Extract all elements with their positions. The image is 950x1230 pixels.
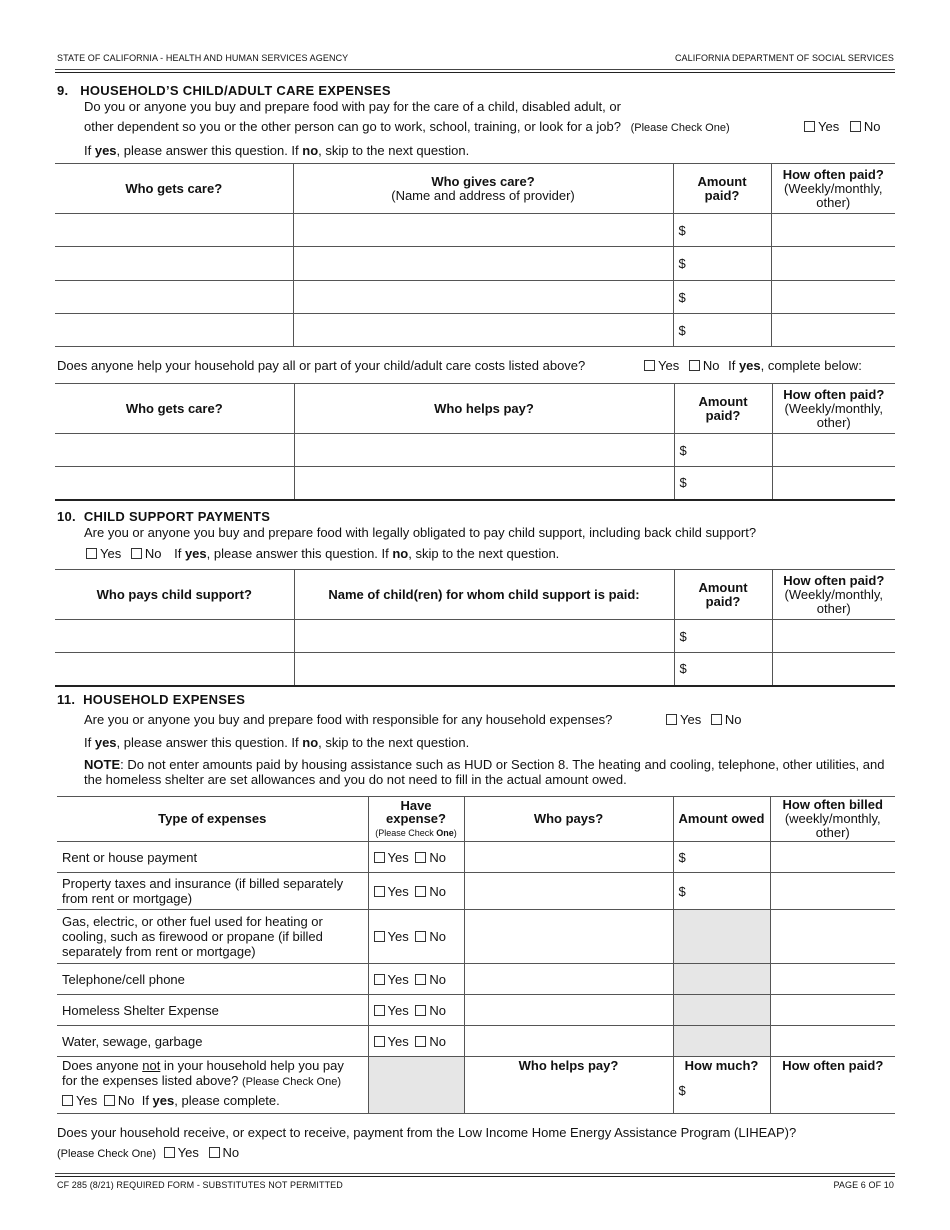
expense-yes-checkbox[interactable] <box>374 1005 385 1016</box>
how-often-billed-input[interactable] <box>770 842 895 873</box>
table-row <box>55 653 895 686</box>
col-amount-paid: Amount paid? <box>674 384 772 434</box>
who-gives-care-input[interactable] <box>293 214 673 247</box>
section-11-heading <box>57 692 245 707</box>
who-pays-input[interactable] <box>464 910 673 964</box>
expense-yes-checkbox[interactable] <box>374 886 385 897</box>
have-expense-cell: Yes No <box>368 1026 464 1057</box>
section-10-question: Are you or anyone you buy and prepare food with legally obligated to pay child support, including back child support? <box>84 525 757 540</box>
section-9-number: 9. <box>57 83 69 98</box>
expense-type-label: Rent or house payment <box>57 842 368 873</box>
expense-yes-checkbox[interactable] <box>374 852 385 863</box>
liheap-yes-checkbox[interactable] <box>164 1147 175 1158</box>
section-10-heading <box>57 509 270 524</box>
amount-owed-shaded <box>673 964 770 995</box>
col-who-gets-care: Who gets care? <box>55 164 293 214</box>
who-gets-care-input[interactable] <box>55 467 294 500</box>
col-who-pays-support: Who pays child support? <box>55 570 294 620</box>
section-11-title: HOUSEHOLD EXPENSES <box>83 692 246 707</box>
table-row <box>57 964 895 995</box>
how-often-billed-input[interactable] <box>770 995 895 1026</box>
expense-type-label: Gas, electric, or other fuel used for heating or cooling, such as firewood or propane (if billed separately from rent or mortgage) <box>57 910 368 964</box>
liheap-question: Does your household receive, or expect to receive, payment from the Low Income Home Energy Assistance Program (LIHEAP)? <box>57 1125 797 1140</box>
have-expense-cell: Yes No <box>368 910 464 964</box>
help-shaded-cell <box>368 1057 464 1114</box>
care-help-yes-checkbox[interactable] <box>644 360 655 371</box>
how-often-billed-input[interactable] <box>770 873 895 910</box>
have-expense-cell: Yes No <box>368 964 464 995</box>
who-gets-care-input[interactable] <box>55 281 293 314</box>
table-row <box>57 842 895 873</box>
section-9-question-line2 <box>84 119 730 134</box>
footer-rule-top <box>55 1173 895 1174</box>
table-row <box>55 314 895 347</box>
table-row <box>55 247 895 281</box>
amount-paid-input[interactable]: $ <box>674 620 772 653</box>
amount-paid-input[interactable]: $ <box>674 467 772 500</box>
child-support-table <box>55 569 895 687</box>
who-pays-input[interactable] <box>464 964 673 995</box>
col-amount-owed: Amount owed <box>673 797 770 842</box>
expense-yes-checkbox[interactable] <box>374 1036 385 1047</box>
household-expenses-table <box>57 796 895 1114</box>
section-10-title: CHILD SUPPORT PAYMENTS <box>83 509 271 524</box>
expense-no-checkbox[interactable] <box>415 852 426 863</box>
table-row <box>55 214 895 247</box>
col-who-gives-care: Who gives care? (Name and address of provider) <box>293 164 673 214</box>
how-often-billed-input[interactable] <box>770 910 895 964</box>
expense-no-checkbox[interactable] <box>415 931 426 942</box>
footer-rule-bottom <box>55 1176 895 1177</box>
amount-owed-shaded <box>673 995 770 1026</box>
amount-owed-shaded <box>673 910 770 964</box>
how-much-cell[interactable]: How much? $ <box>673 1057 770 1114</box>
how-often-input[interactable] <box>771 214 895 247</box>
who-pays-input[interactable] <box>464 995 673 1026</box>
table-row <box>57 995 895 1026</box>
col-amount-paid: Amount paid? <box>674 570 772 620</box>
amount-paid-input[interactable]: $ <box>674 653 772 686</box>
who-pays-input[interactable] <box>55 620 294 653</box>
table-row <box>57 910 895 964</box>
how-often-input[interactable] <box>772 467 895 500</box>
expense-help-yes-checkbox[interactable] <box>62 1095 73 1106</box>
header-rule-top <box>55 69 895 70</box>
expense-no-checkbox[interactable] <box>415 886 426 897</box>
care-help-yes-no: Yes No If yes, complete below: <box>644 358 862 373</box>
department-header: CALIFORNIA DEPARTMENT OF SOCIAL SERVICES <box>674 53 894 63</box>
col-who-gets-care: Who gets care? <box>55 384 294 434</box>
how-often-billed-input[interactable] <box>770 964 895 995</box>
section-11-no-checkbox[interactable] <box>711 714 722 725</box>
amount-paid-input[interactable]: $ <box>673 247 771 281</box>
children-names-input[interactable] <box>294 620 674 653</box>
expense-help-row <box>57 1057 895 1114</box>
section-10-yes-checkbox[interactable] <box>86 548 97 559</box>
section-9-heading <box>57 83 391 98</box>
have-expense-cell: Yes No <box>368 873 464 910</box>
who-helps-pay-input[interactable] <box>294 467 674 500</box>
who-pays-input[interactable] <box>464 842 673 873</box>
header-rule-bottom <box>55 72 895 73</box>
table-row <box>55 467 895 500</box>
section-9-yes-no <box>804 119 880 134</box>
section-11-yes-checkbox[interactable] <box>666 714 677 725</box>
section-11-number: 11. <box>57 692 76 707</box>
amount-paid-input[interactable]: $ <box>674 434 772 467</box>
table-row <box>55 620 895 653</box>
col-who-pays: Who pays? <box>464 797 673 842</box>
have-expense-cell: Yes No <box>368 995 464 1026</box>
expense-type-label: Property taxes and insurance (if billed separately from rent or mortgage) <box>57 873 368 910</box>
section-9-instruction: If yes, please answer this question. If no, skip to the next question. <box>84 143 470 158</box>
expense-yes-checkbox[interactable] <box>374 931 385 942</box>
col-how-often-billed: How often billed (weekly/monthly, other) <box>770 797 895 842</box>
how-often-input[interactable] <box>771 281 895 314</box>
form-id: CF 285 (8/21) REQUIRED FORM - SUBSTITUTES NOT PERMITTED <box>57 1180 343 1190</box>
section-9-no-checkbox[interactable] <box>850 121 861 132</box>
who-gets-care-input[interactable] <box>55 434 294 467</box>
expense-no-checkbox[interactable] <box>415 1036 426 1047</box>
who-pays-input[interactable] <box>55 653 294 686</box>
table-row <box>57 1026 895 1057</box>
col-how-often-paid: How often paid? (Weekly/monthly, other) <box>771 164 895 214</box>
care-help-question: Does anyone help your household pay all or part of your child/adult care costs listed above? <box>57 358 586 373</box>
expense-no-checkbox[interactable] <box>415 1005 426 1016</box>
section-9-yes-checkbox[interactable] <box>804 121 815 132</box>
how-often-input[interactable] <box>771 314 895 347</box>
section-10-number: 10. <box>57 509 76 524</box>
liheap-no-checkbox[interactable] <box>209 1147 220 1158</box>
col-how-often-paid: How often paid? (Weekly/monthly, other) <box>772 384 895 434</box>
section-11-instruction: If yes, please answer this question. If no, skip to the next question. <box>84 735 470 750</box>
how-often-input[interactable] <box>772 653 895 686</box>
please-check-one-label: (Please Check One) <box>630 122 730 134</box>
table-row <box>55 434 895 467</box>
amount-owed-input[interactable]: $ <box>673 873 770 910</box>
section-9-question-line1: Do you or anyone you buy and prepare food with pay for the care of a child, disabled adult, or <box>84 99 621 114</box>
yes-label: Yes <box>818 119 840 134</box>
amount-paid-input[interactable]: $ <box>673 314 771 347</box>
agency-header: STATE OF CALIFORNIA - HEALTH AND HUMAN SERVICES AGENCY <box>57 53 349 63</box>
no-label: No <box>863 119 881 134</box>
how-often-input[interactable] <box>772 434 895 467</box>
who-gives-care-input[interactable] <box>293 281 673 314</box>
col-who-helps-pay: Who helps pay? <box>294 384 674 434</box>
page-number: PAGE 6 OF 10 <box>833 1180 894 1190</box>
liheap-yes-no: (Please Check One) Yes No <box>57 1145 240 1160</box>
section-9-title: HOUSEHOLD’S CHILD/ADULT CARE EXPENSES <box>80 83 391 98</box>
care-help-table <box>55 383 895 501</box>
amount-paid-input[interactable]: $ <box>673 281 771 314</box>
expense-type-label: Homeless Shelter Expense <box>57 995 368 1026</box>
section-10-yes-no: Yes No If yes, please answer this question. If no, skip to the next question. <box>86 546 559 561</box>
amount-owed-shaded <box>673 1026 770 1057</box>
who-pays-input[interactable] <box>464 873 673 910</box>
who-gets-care-input[interactable] <box>55 314 293 347</box>
section-11-question: Are you or anyone you buy and prepare food with responsible for any household expenses? <box>84 712 613 727</box>
col-amount-paid: Amount paid? <box>673 164 771 214</box>
amount-owed-input[interactable]: $ <box>673 842 770 873</box>
expense-type-label: Water, sewage, garbage <box>57 1026 368 1057</box>
who-gets-care-input[interactable] <box>55 247 293 281</box>
who-gives-care-input[interactable] <box>293 247 673 281</box>
table-row <box>55 281 895 314</box>
child-care-table <box>55 163 895 347</box>
section-10-no-checkbox[interactable] <box>131 548 142 559</box>
how-often-paid-cell[interactable]: How often paid? <box>770 1057 895 1114</box>
col-how-often-paid: How often paid? (Weekly/monthly, other) <box>772 570 895 620</box>
expense-type-label: Telephone/cell phone <box>57 964 368 995</box>
expense-help-no-checkbox[interactable] <box>104 1095 115 1106</box>
how-often-input[interactable] <box>771 247 895 281</box>
how-often-input[interactable] <box>772 620 895 653</box>
col-children-names: Name of child(ren) for whom child support is paid: <box>294 570 674 620</box>
care-help-no-checkbox[interactable] <box>689 360 700 371</box>
section-11-note: NOTE: Do not enter amounts paid by housing assistance such as HUD or Section 8. The heating and cooling, telephone, other utilities, and the homeless shelter are set allowances and you do not need to fill in the actual amount owed. <box>84 757 885 787</box>
expense-yes-checkbox[interactable] <box>374 974 385 985</box>
col-type-of-expenses: Type of expenses <box>57 797 368 842</box>
who-gives-care-input[interactable] <box>293 314 673 347</box>
who-helps-pay-input[interactable] <box>294 434 674 467</box>
who-gets-care-input[interactable] <box>55 214 293 247</box>
who-pays-input[interactable] <box>464 1026 673 1057</box>
section-11-yes-no: Yes No <box>666 712 741 727</box>
expense-help-question: Does anyone not in your household help you pay for the expenses listed above? (Please Check One) Yes No If yes, please complete. <box>57 1057 368 1114</box>
amount-paid-input[interactable]: $ <box>673 214 771 247</box>
expense-no-checkbox[interactable] <box>415 974 426 985</box>
table-row <box>57 873 895 910</box>
have-expense-cell: Yes No <box>368 842 464 873</box>
children-names-input[interactable] <box>294 653 674 686</box>
how-often-billed-input[interactable] <box>770 1026 895 1057</box>
section-9-question-text: other dependent so you or the other person can go to work, school, training, or look for a job? <box>84 119 621 134</box>
who-helps-pay-cell[interactable]: Who helps pay? <box>464 1057 673 1114</box>
col-have-expense: Have expense? (Please Check One) <box>368 797 464 842</box>
